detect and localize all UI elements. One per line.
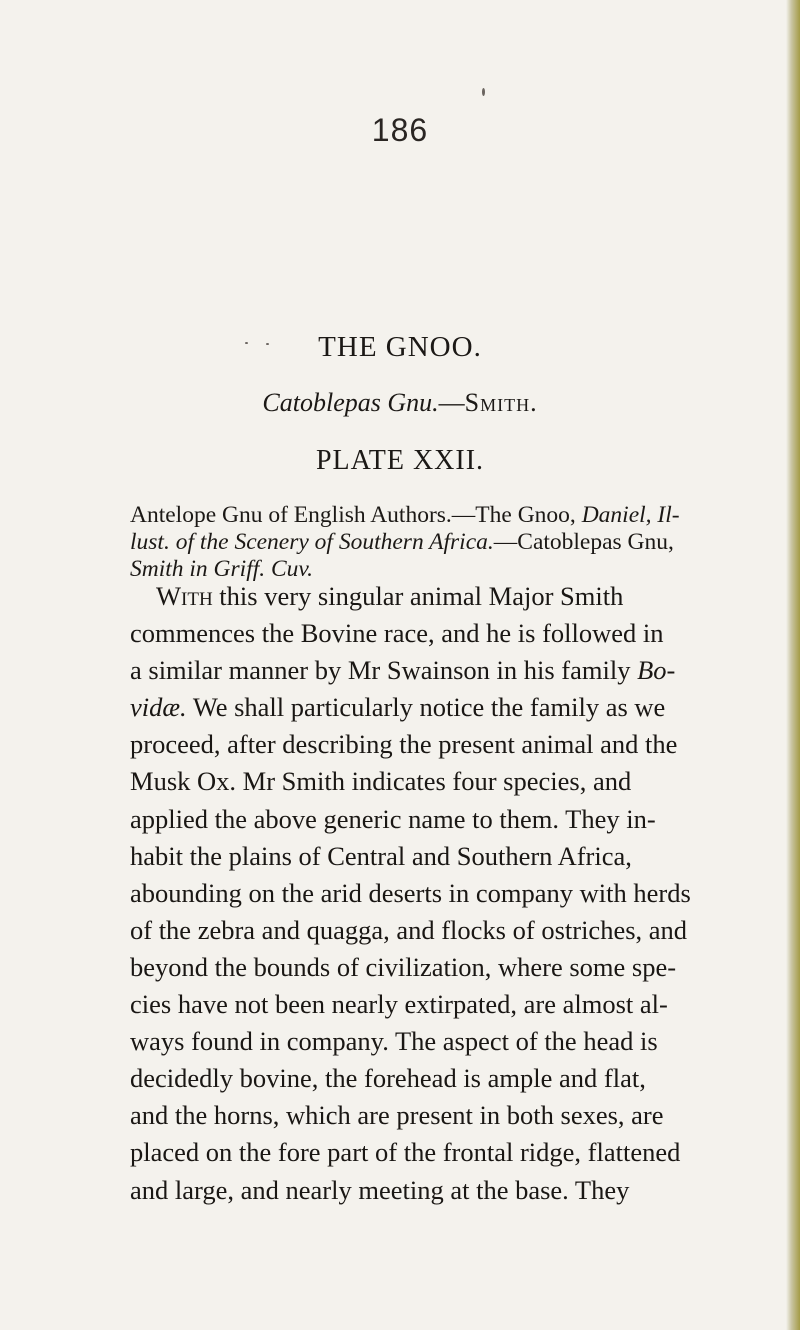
synonymy-text: —Catoblepas Gnu,: [493, 529, 674, 555]
text-line: ways found in company. The aspect of the head is: [130, 1026, 658, 1057]
synonymy-citation: lust. of the Scenery of Southern Africa.: [130, 529, 494, 555]
text-line: Musk Ox. Mr Smith indicates four species, and: [130, 766, 632, 797]
text-line: applied the above generic name to them. They in-: [130, 803, 656, 834]
scientific-name: [0, 388, 800, 418]
italic-term: vidæ.: [130, 692, 187, 723]
text-line: placed on the fore part of the frontal ridge, flattened: [130, 1137, 681, 1168]
synonymy-text: Antelope Gnu of English Authors.—The Gnoo,: [130, 502, 582, 528]
text-line: proceed, after describing the present animal and the: [130, 729, 678, 760]
italic-term: Bo-: [637, 655, 676, 686]
page-edge-shadow: [786, 0, 800, 1330]
synonymy-line: [130, 529, 730, 556]
name-dash: —: [438, 388, 465, 417]
text-line: beyond the bounds of civilization, where some spe-: [130, 951, 677, 982]
synonymy-line: [130, 502, 730, 529]
text-line: cies have not been nearly extirpated, are almost al-: [130, 989, 668, 1020]
text-line: of the zebra and quagga, and flocks of ostriches, and: [130, 914, 688, 945]
page-title: THE GNOO.: [318, 331, 482, 363]
ink-speck: [482, 88, 485, 96]
text-line: [130, 578, 742, 615]
text-line: [130, 652, 742, 689]
text-line: and large, and nearly meeting at the base. They: [130, 1174, 630, 1205]
body-paragraph: [130, 578, 742, 1209]
text-line-content: a similar manner by Mr Swainson in his family: [130, 655, 638, 686]
text-line-content: We shall particularly notice the family as we: [186, 692, 666, 723]
text-line: [130, 689, 742, 726]
synonymy-citation: Daniel, Il-: [581, 502, 680, 528]
text-line-content: this very singular animal Major Smith: [212, 581, 624, 611]
drop-word: With: [156, 581, 213, 611]
authority-name: Smith.: [464, 388, 538, 417]
binomial-name: Catoblepas Gnu.: [262, 388, 439, 417]
text-line: abounding on the arid deserts in company with herds: [130, 877, 691, 908]
synonymy-block: [130, 502, 730, 583]
text-line: habit the plains of Central and Southern Africa,: [130, 840, 632, 871]
synonymy-citation: Smith in Griff. Cuv.: [130, 556, 313, 582]
text-line: commences the Bovine race, and he is followed in: [130, 618, 664, 649]
text-line: decidedly bovine, the forehead is ample and flat,: [130, 1063, 646, 1094]
page-number: 186: [371, 112, 429, 148]
text-line: and the horns, which are present in both sexes, are: [130, 1100, 664, 1131]
plate-label: PLATE XXII.: [315, 445, 485, 476]
